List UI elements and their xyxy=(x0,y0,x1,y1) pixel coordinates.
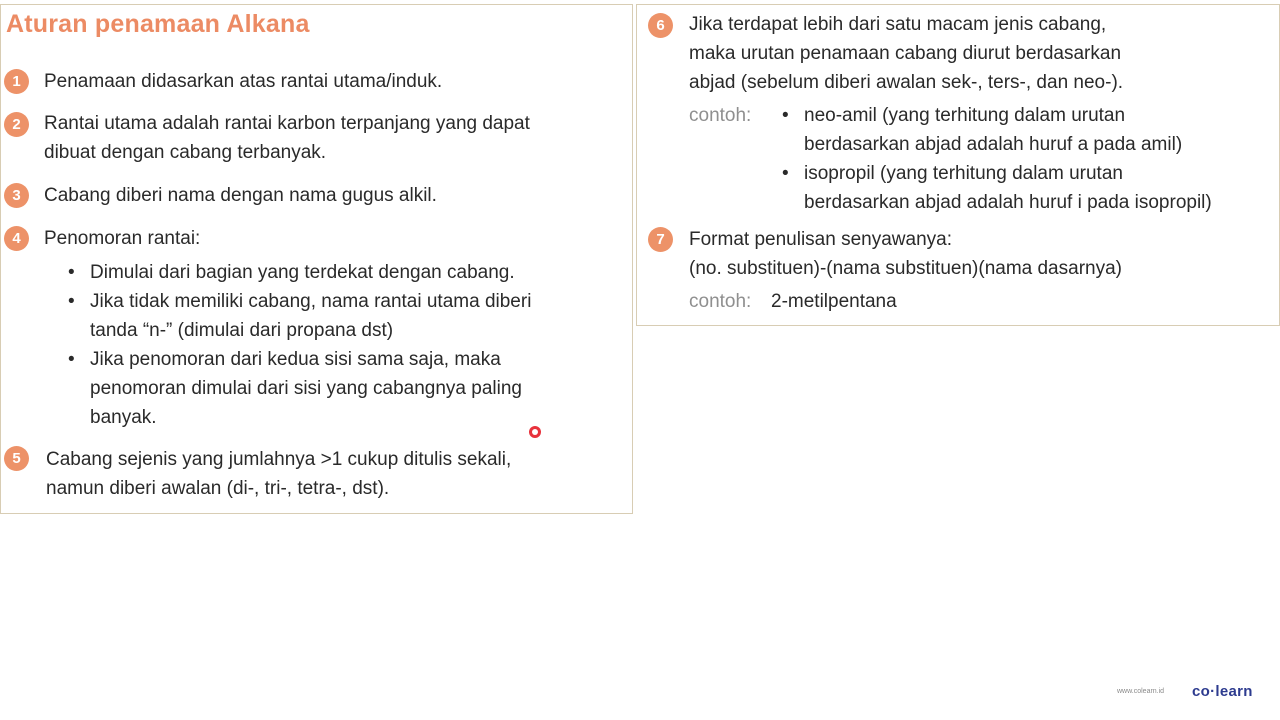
list-item xyxy=(782,101,1212,159)
list-item xyxy=(68,345,531,432)
example-line: berdasarkan abjad adalah huruf i pada isopropil) xyxy=(804,192,1212,213)
example-line: • neo-amil (yang terhitung dalam urutan xyxy=(804,105,1126,126)
rule-line: Penomoran rantai: xyxy=(44,228,201,249)
rule-4-bullets xyxy=(68,258,531,432)
rule-line: dibuat dengan cabang terbanyak. xyxy=(44,142,327,163)
list-item xyxy=(68,287,531,345)
example-value: 2-metilpentana xyxy=(771,291,897,312)
example-label: contoh: xyxy=(689,105,752,126)
rule-number-badge: 1 xyxy=(4,69,29,94)
rule-number-badge: 6 xyxy=(648,13,673,38)
list-item xyxy=(782,159,1212,217)
bullet-line: tanda “n-” (dimulai dari propana dst) xyxy=(90,320,394,341)
rule-line: maka urutan penamaan cabang diurut berdasarkan xyxy=(689,43,1122,64)
rule-number-badge: 5 xyxy=(4,446,29,471)
rule-6-examples xyxy=(782,101,1212,217)
cursor-pointer-icon xyxy=(529,426,541,438)
rule-3-text xyxy=(44,181,437,210)
rule-5-text xyxy=(46,445,511,503)
rule-line: Cabang diberi nama dengan nama gugus alkil. xyxy=(44,185,437,206)
rule-number-badge: 7 xyxy=(648,227,673,252)
example-line: • isopropil (yang terhitung dalam urutan xyxy=(804,163,1123,184)
rule-line: (no. substituen)-(nama substituen)(nama dasarnya) xyxy=(689,258,1122,279)
rule-4-text xyxy=(44,224,200,253)
rule-line: abjad (sebelum diberi awalan sek-, ters-, dan neo-). xyxy=(689,72,1124,93)
rule-line: Cabang sejenis yang jumlahnya >1 cukup ditulis sekali, xyxy=(46,449,512,470)
example-line: berdasarkan abjad adalah huruf a pada amil) xyxy=(804,134,1183,155)
rule-number-badge: 2 xyxy=(4,112,29,137)
colearn-logo: co·learn xyxy=(1192,683,1253,700)
rule-line: Jika terdapat lebih dari satu macam jenis cabang, xyxy=(689,14,1107,35)
rule-6-text xyxy=(689,10,1123,97)
rule-number-badge: 4 xyxy=(4,226,29,251)
bullet-line: banyak. xyxy=(90,407,157,428)
bullet-line: • Jika penomoran dari kedua sisi sama saja, maka xyxy=(90,349,501,370)
rule-line: Penamaan didasarkan atas rantai utama/induk. xyxy=(44,71,443,92)
footer-url: www.colearn.id xyxy=(1117,688,1165,695)
rule-line: namun diberi awalan (di-, tri-, tetra-, dst). xyxy=(46,478,390,499)
bullet-line: • Dimulai dari bagian yang terdekat dengan cabang. xyxy=(90,262,515,283)
example-label: contoh: xyxy=(689,291,752,312)
rule-2-text xyxy=(44,109,530,167)
rule-7-text xyxy=(689,225,1122,283)
bullet-line: • Jika tidak memiliki cabang, nama rantai utama diberi xyxy=(90,291,532,312)
page-title: Aturan penamaan Alkana xyxy=(6,10,310,38)
list-item xyxy=(68,258,531,287)
rule-line: Rantai utama adalah rantai karbon terpanjang yang dapat xyxy=(44,113,530,134)
bullet-line: penomoran dimulai dari sisi yang cabangnya paling xyxy=(90,378,522,399)
rule-number-badge: 3 xyxy=(4,183,29,208)
rule-line: Format penulisan senyawanya: xyxy=(689,229,952,250)
rule-1-text xyxy=(44,67,442,96)
